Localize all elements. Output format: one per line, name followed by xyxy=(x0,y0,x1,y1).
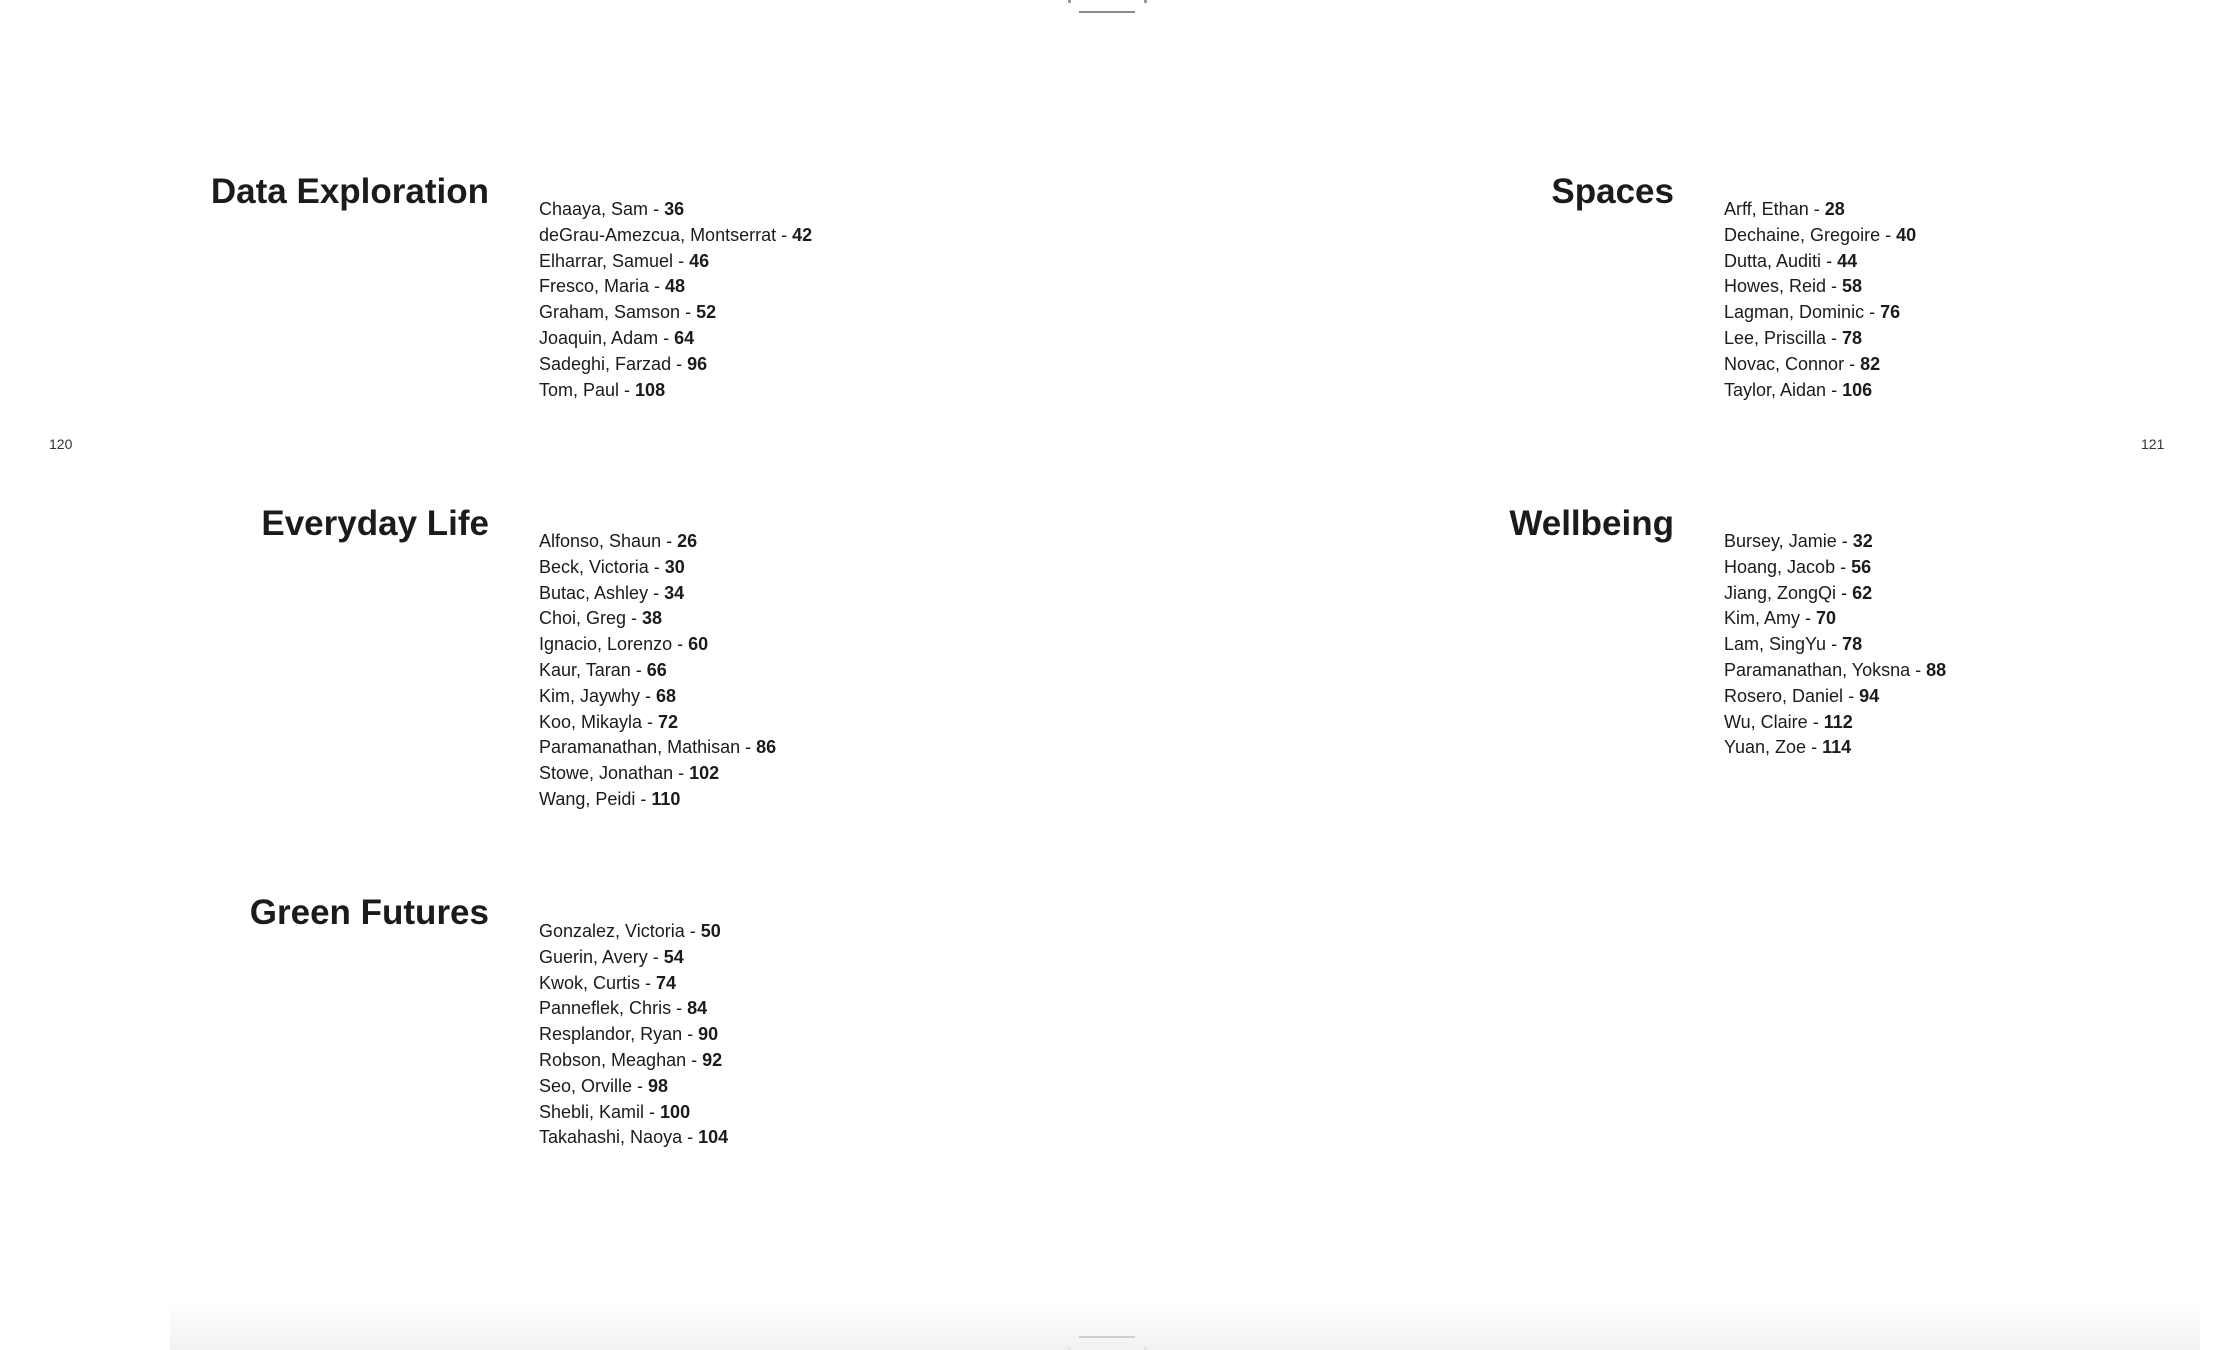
separator: - xyxy=(635,788,652,809)
separator: - xyxy=(1826,276,1843,297)
separator: - xyxy=(630,659,647,680)
list-item xyxy=(539,197,812,223)
separator: - xyxy=(1836,582,1853,603)
page-reference: 62 xyxy=(1852,582,1873,603)
contributor-name: Tom, Paul xyxy=(539,379,620,400)
list-item xyxy=(539,378,812,404)
contributor-name: Yuan, Zoe xyxy=(1724,737,1807,758)
list-item xyxy=(539,945,728,971)
contributor-name: Koo, Mikayla xyxy=(539,711,643,732)
list-item xyxy=(539,971,728,997)
contributor-name: Joaquin, Adam xyxy=(539,327,659,348)
entry-list xyxy=(539,529,776,813)
contributor-name: Kim, Amy xyxy=(1724,608,1801,629)
list-item xyxy=(539,919,728,945)
contributor-name: Lam, SingYu xyxy=(1724,634,1827,655)
separator: - xyxy=(1826,379,1843,400)
page-reference: 70 xyxy=(1816,608,1837,629)
page-reference: 90 xyxy=(698,1024,719,1045)
separator: - xyxy=(626,608,643,629)
contributor-name: Sadeghi, Farzad xyxy=(539,353,672,374)
page-number-left: 120 xyxy=(49,436,73,452)
page-reference: 98 xyxy=(648,1075,669,1096)
list-item xyxy=(1724,249,1916,275)
contributor-name: Bursey, Jamie xyxy=(1724,531,1837,551)
list-item xyxy=(1724,684,1946,710)
page-reference: 86 xyxy=(756,737,777,758)
list-item xyxy=(539,658,776,684)
list-item xyxy=(1724,555,1946,581)
page-reference: 102 xyxy=(689,763,720,784)
contributor-name: Panneflek, Chris xyxy=(539,998,672,1019)
crop-mark xyxy=(1068,0,1071,3)
page-number-right: 121 xyxy=(2141,436,2165,452)
separator: - xyxy=(619,379,636,400)
page-reference: 34 xyxy=(664,582,685,603)
contributor-name: Lagman, Dominic xyxy=(1724,302,1865,323)
contributor-name: Arff, Ethan xyxy=(1724,199,1809,219)
separator: - xyxy=(1808,199,1825,219)
page-reference: 26 xyxy=(677,531,698,551)
list-item xyxy=(1724,632,1946,658)
separator: - xyxy=(682,1024,699,1045)
entry-list xyxy=(1724,197,1916,403)
list-item xyxy=(539,684,776,710)
separator: - xyxy=(680,302,697,323)
page-reference: 50 xyxy=(700,921,721,941)
list-item xyxy=(539,996,728,1022)
contributor-name: Kaur, Taran xyxy=(539,659,631,680)
list-item xyxy=(539,529,776,555)
separator: - xyxy=(1826,327,1843,348)
list-item xyxy=(539,787,776,813)
contributor-name: Guerin, Avery xyxy=(539,946,648,967)
page-reference: 54 xyxy=(663,946,684,967)
list-item xyxy=(1724,223,1916,249)
separator: - xyxy=(647,946,664,967)
contributor-name: Jiang, ZongQi xyxy=(1724,582,1837,603)
page-reference: 106 xyxy=(1842,379,1873,400)
list-item xyxy=(539,300,812,326)
list-item xyxy=(539,606,776,632)
crop-mark xyxy=(1144,0,1147,3)
separator: - xyxy=(1807,711,1824,732)
list-item xyxy=(1724,658,1946,684)
contributor-name: Fresco, Maria xyxy=(539,276,650,297)
page-reference: 88 xyxy=(1926,659,1947,680)
list-item xyxy=(539,249,812,275)
page-reference: 82 xyxy=(1860,353,1881,374)
contributor-name: Hoang, Jacob xyxy=(1724,556,1836,577)
list-item xyxy=(1724,300,1916,326)
page-shadow xyxy=(170,1300,2200,1350)
contributor-name: Lee, Priscilla xyxy=(1724,327,1827,348)
contributor-name: Takahashi, Naoya xyxy=(539,1127,683,1148)
page-reference: 40 xyxy=(1896,224,1917,245)
page-reference: 30 xyxy=(664,556,685,577)
list-item xyxy=(1724,529,1946,555)
contributor-name: Paramanathan, Yoksna xyxy=(1724,659,1911,680)
page-reference: 56 xyxy=(1851,556,1872,577)
page-reference: 96 xyxy=(687,353,708,374)
separator: - xyxy=(776,224,793,245)
separator: - xyxy=(648,199,665,219)
fold-mark-top xyxy=(1079,11,1135,13)
list-item xyxy=(539,581,776,607)
section-title: Everyday Life xyxy=(261,504,489,543)
page-reference: 46 xyxy=(689,250,710,271)
list-item xyxy=(1724,606,1946,632)
page-reference: 78 xyxy=(1842,634,1863,655)
separator: - xyxy=(1826,634,1843,655)
page-reference: 104 xyxy=(698,1127,729,1148)
entry-list xyxy=(1724,529,1946,761)
contributor-name: Kwok, Curtis xyxy=(539,972,641,993)
page-reference: 64 xyxy=(674,327,695,348)
separator: - xyxy=(1836,531,1853,551)
page-reference: 60 xyxy=(688,634,709,655)
list-item xyxy=(539,1074,728,1100)
separator: - xyxy=(682,1127,699,1148)
list-item xyxy=(539,1100,728,1126)
separator: - xyxy=(740,737,757,758)
page-reference: 110 xyxy=(651,788,681,809)
contributor-name: Dutta, Auditi xyxy=(1724,250,1822,271)
separator: - xyxy=(1821,250,1838,271)
list-item xyxy=(539,710,776,736)
section-title: Spaces xyxy=(1551,172,1674,211)
separator: - xyxy=(673,250,690,271)
page-reference: 74 xyxy=(656,972,677,993)
contributor-name: Alfonso, Shaun xyxy=(539,531,662,551)
page-reference: 28 xyxy=(1824,199,1845,219)
list-item xyxy=(1724,710,1946,736)
page-reference: 66 xyxy=(646,659,667,680)
page-reference: 52 xyxy=(696,302,717,323)
list-item xyxy=(1724,378,1916,404)
list-item xyxy=(539,761,776,787)
page-reference: 42 xyxy=(792,224,813,245)
contributor-name: Resplandor, Ryan xyxy=(539,1024,683,1045)
list-item xyxy=(1724,197,1916,223)
page-reference: 76 xyxy=(1880,302,1901,323)
contributor-name: Beck, Victoria xyxy=(539,556,649,577)
contributor-name: Kim, Jaywhy xyxy=(539,685,641,706)
page-reference: 112 xyxy=(1823,711,1853,732)
page-reference: 114 xyxy=(1822,737,1852,758)
entry-list xyxy=(539,197,812,403)
separator: - xyxy=(1864,302,1881,323)
separator: - xyxy=(649,276,666,297)
section-title: Wellbeing xyxy=(1509,504,1674,543)
list-item xyxy=(539,555,776,581)
contributor-name: Dechaine, Gregoire xyxy=(1724,224,1881,245)
contributor-name: Paramanathan, Mathisan xyxy=(539,737,741,758)
separator: - xyxy=(684,921,701,941)
page-reference: 32 xyxy=(1852,531,1873,551)
contributor-name: Butac, Ashley xyxy=(539,582,649,603)
list-item xyxy=(1724,326,1916,352)
separator: - xyxy=(1835,556,1852,577)
list-item xyxy=(539,1048,728,1074)
page-reference: 92 xyxy=(702,1049,723,1070)
entry-list xyxy=(539,919,728,1151)
contributor-name: Wu, Claire xyxy=(1724,711,1808,732)
separator: - xyxy=(632,1075,649,1096)
contributor-name: deGrau-Amezcua, Montserrat xyxy=(539,224,777,245)
contributor-name: Seo, Orville xyxy=(539,1075,633,1096)
list-item xyxy=(539,326,812,352)
separator: - xyxy=(642,711,659,732)
contributor-name: Ignacio, Lorenzo xyxy=(539,634,673,655)
page-reference: 36 xyxy=(664,199,685,219)
contributor-name: Taylor, Aidan xyxy=(1724,379,1827,400)
contributor-name: Chaaya, Sam xyxy=(539,199,649,219)
list-item xyxy=(539,223,812,249)
separator: - xyxy=(1910,659,1927,680)
list-item xyxy=(539,274,812,300)
separator: - xyxy=(1844,353,1861,374)
page-reference: 84 xyxy=(687,998,708,1019)
separator: - xyxy=(661,531,678,551)
list-item xyxy=(539,632,776,658)
contributor-name: Robson, Meaghan xyxy=(539,1049,687,1070)
page-reference: 100 xyxy=(660,1101,691,1122)
page-reference: 72 xyxy=(658,711,679,732)
contributor-name: Shebli, Kamil xyxy=(539,1101,645,1122)
page-reference: 44 xyxy=(1837,250,1858,271)
separator: - xyxy=(640,972,657,993)
page-reference: 38 xyxy=(642,608,663,629)
contributor-name: Stowe, Jonathan xyxy=(539,763,674,784)
section-title: Green Futures xyxy=(249,893,489,932)
list-item xyxy=(1724,274,1916,300)
separator: - xyxy=(644,1101,661,1122)
list-item xyxy=(539,735,776,761)
separator: - xyxy=(1806,737,1823,758)
separator: - xyxy=(640,685,657,706)
contributor-name: Howes, Reid xyxy=(1724,276,1827,297)
separator: - xyxy=(1843,685,1860,706)
separator: - xyxy=(648,582,665,603)
page-reference: 48 xyxy=(665,276,686,297)
contributor-name: Gonzalez, Victoria xyxy=(539,921,685,941)
list-item xyxy=(539,352,812,378)
contributor-name: Wang, Peidi xyxy=(539,788,636,809)
separator: - xyxy=(673,763,690,784)
list-item xyxy=(539,1022,728,1048)
list-item xyxy=(1724,352,1916,378)
section-title: Data Exploration xyxy=(210,172,489,211)
contributor-name: Graham, Samson xyxy=(539,302,681,323)
separator: - xyxy=(671,998,688,1019)
contributor-name: Choi, Greg xyxy=(539,608,627,629)
page-reference: 68 xyxy=(656,685,677,706)
contributor-name: Elharrar, Samuel xyxy=(539,250,674,271)
list-item xyxy=(539,1125,728,1151)
separator: - xyxy=(686,1049,703,1070)
separator: - xyxy=(672,634,689,655)
separator: - xyxy=(648,556,665,577)
page-reference: 108 xyxy=(635,379,666,400)
separator: - xyxy=(658,327,675,348)
separator: - xyxy=(1880,224,1897,245)
separator: - xyxy=(1800,608,1817,629)
page-reference: 78 xyxy=(1842,327,1863,348)
list-item xyxy=(1724,735,1946,761)
contributor-name: Novac, Connor xyxy=(1724,353,1845,374)
separator: - xyxy=(671,353,688,374)
list-item xyxy=(1724,581,1946,607)
page-reference: 58 xyxy=(1842,276,1863,297)
contributor-name: Rosero, Daniel xyxy=(1724,685,1844,706)
page-reference: 94 xyxy=(1859,685,1880,706)
